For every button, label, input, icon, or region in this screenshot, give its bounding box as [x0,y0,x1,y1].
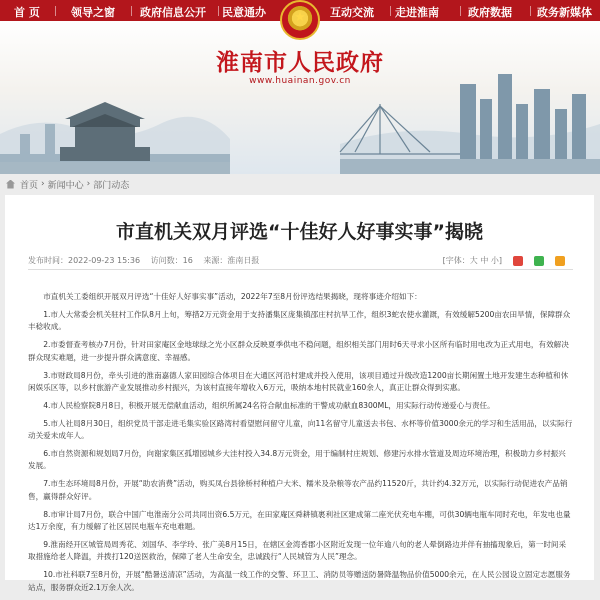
qzone-share-icon[interactable] [555,256,565,266]
nav-item-interaction[interactable]: 互动交流 [330,6,374,19]
nav-item-public-service[interactable]: 民意通办 [222,6,266,19]
article-card [5,195,594,592]
article-paragraph: 7.市生态环境局8月份，开展“助农消费”活动，购买凤台县徐桥村种植户大米、糯米及杂粮等农产品约11520斤，共计约4.32万元，以实际行动促进农产品销售，赢得群众好评。 [28,479,568,501]
nav-divider [218,6,219,16]
nav-item-gov-info[interactable]: 政府信息公开 [140,6,206,19]
nav-item-gov-data[interactable]: 政府数据 [468,6,512,19]
breadcrumb-news[interactable]: 新闻中心 [47,180,84,191]
home-icon [6,180,15,189]
article-paragraph: 1.市人大常委会机关驻村工作队8月上旬，筹措2万元资金用于支持潘集区庞集镇邵庄村抗旱工作，组织3蛇农使水灌溉，有效缓解5200亩农田旱情，保障群众丰稔收成。 [28,309,571,332]
article-title: 市直机关双月评选“十佳好人好事实事”揭晓 [116,221,483,243]
nav-item-new-media[interactable]: 政务新媒体 [537,6,592,19]
breadcrumb [0,174,600,194]
nav-divider [390,6,391,16]
article-meta [28,255,573,269]
breadcrumb-home[interactable]: 首页 [20,180,39,191]
font-size-selector[interactable]: [字体：大 中 小] [442,256,502,265]
nav-item-leaders[interactable]: 领导之窗 [71,6,115,19]
nav-divider [460,6,461,16]
nav-divider [131,6,132,16]
article-paragraph: 2.市委督查考核办7月份，针对田家庵区金地球绿之光小区群众反映夏季供电不稳问题，组织相关部门用时6天寻求小区所有临时用电改为正式用电，有效解决群众现实难题，进一步提升群众满意度、幸福感。 [28,340,569,362]
city-skyline-left-icon [0,74,230,174]
site-banner [0,21,600,174]
article-paragraph: 5.市人社局8月30日，组织党员干部走进毛集实验区路湾村看望慰问留守儿童，向11名留守儿童送去书包、水杯等价值3000余元的学习和生活用品，以实际行动关爱未成年人。 [28,418,573,441]
article-paragraph: 6.市自然资源和规划局7月份，向谢家集区孤增园城乡大洼村投入34.8万元资金，用于编制村庄规划、修建污水排水管道及周边环境治理，积极助力乡村振兴发展。 [28,449,566,471]
nav-divider [55,6,56,16]
site-url: www.huainan.gov.cn [249,76,351,86]
article-body [28,291,573,600]
nav-item-home[interactable]: 首 页 [14,6,40,19]
breadcrumb-separator: › [86,179,91,189]
meta-divider [28,269,573,270]
wechat-share-icon[interactable] [534,256,544,266]
view-count: 访问数：16 [150,256,193,265]
article-paragraph: 9.淮南经开区城管局周秀花、刘国华、李学玲、张广美8月15日，在辖区金湾香郡小区附近发现一位年逾八旬的老人晕倒路边并伴有抽搐现象后，第一时间采取措施给老人降温，并拨打120送医救治，保障了老人生命安全，忠诚践行“人民城管为人民”理念。 [28,540,567,562]
article-paragraph: 10.市社科联7至8月份，开展“酷暑送清凉”活动，为高温一线工作的交警、环卫工、消防员等赠送防暑降温物品价值5000余元，在人民公园设立固定志愿服务站点，服务群众近2.1万余人次。 [28,570,571,592]
national-emblem-icon [280,0,320,40]
article-paragraph: 市直机关工委组织开展双月评选“十佳好人好事实事”活动，2022年7至8月份评选结果揭晓，现将事迹介绍如下： [43,292,422,301]
article-paragraph: 8.市审计局7月份，联合中国广电淮南分公司共同出资6.5万元，在田家庵区舜耕镇裹利社区建成第二座光伏充电车棚，可供30辆电瓶车同时充电，年发电也量达1万余度，有力缓解了社区居民电瓶车充电难题。 [28,509,571,532]
weibo-share-icon[interactable] [513,256,523,266]
article-paragraph: 3.市财政局8月份，牵头引进的淮南嘉德人家田园综合体项目在大通区河沿村建成并投入使用，该项目通过升级改造1200亩长期闲置土地开发建生态种植和休闲娱乐区等，以乡村旅游产业发展推动乡村振兴，为该村直接年增收入6万元，吸纳本地村民就业160余人，真正让群众得到实惠。 [28,370,569,392]
publish-time: 发布时间：2022-09-23 15:36 [28,256,141,265]
site-title: 淮南市人民政府 [216,49,384,76]
article-tools [443,255,573,266]
breadcrumb-dept-news[interactable]: 部门动态 [93,180,130,191]
article-source: 来源：淮南日报 [203,256,260,265]
breadcrumb-separator: › [41,179,45,189]
nav-item-about-huainan[interactable]: 走进淮南 [395,6,439,19]
nav-divider [530,6,531,16]
article-paragraph: 4.市人民检察院8月8日，积极开展无偿献血活动，组织所属24名符合献血标准的干警成功献血8300ML，用实际行动传递爱心与责任。 [43,400,495,410]
